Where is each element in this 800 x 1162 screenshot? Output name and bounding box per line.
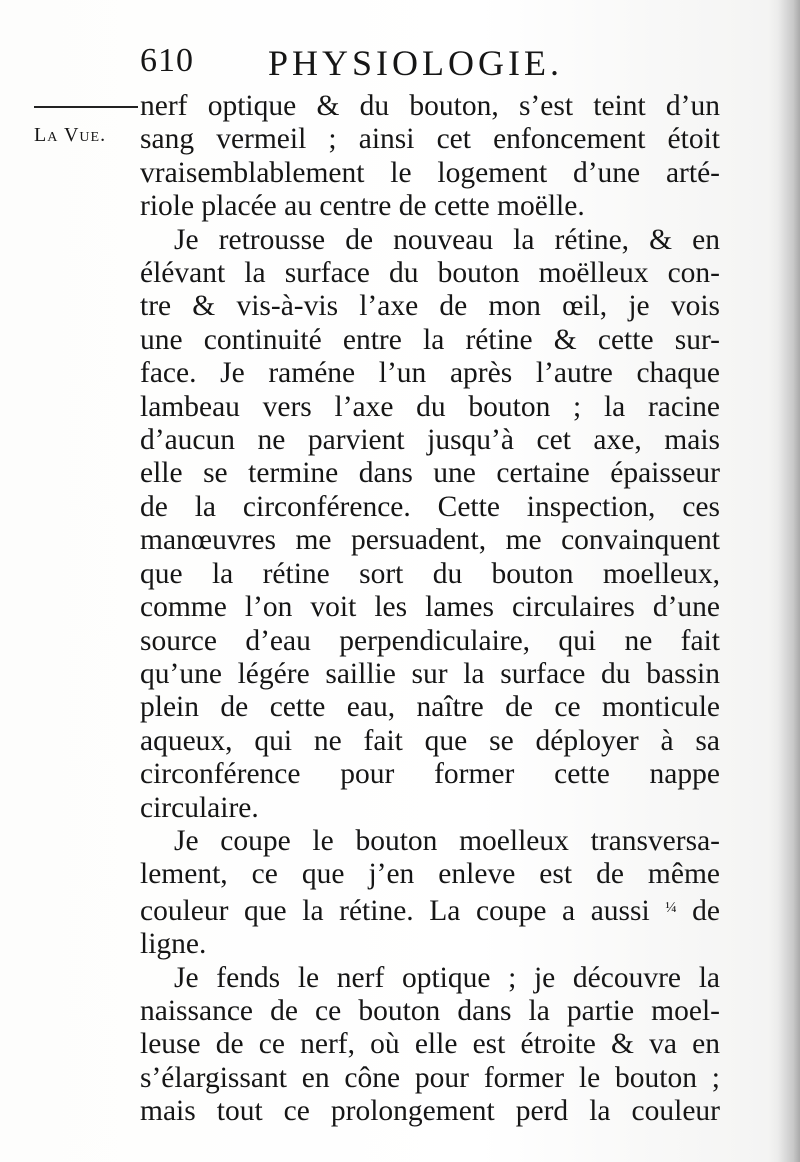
- text-line: une continuité entre la rétine & cette sur-: [140, 323, 720, 356]
- text-line: [140, 892, 720, 928]
- page-edge-shadow: [778, 0, 800, 1162]
- text-line: riole placée au centre de cette moëlle.: [140, 190, 585, 223]
- body-text: [140, 90, 720, 1129]
- margin-note: La Vue.: [34, 124, 107, 146]
- text-line: ligne.: [140, 928, 207, 961]
- text-line: Je coupe le bouton moelleux transversa-: [174, 824, 720, 857]
- text-line: naissance de ce bouton dans la partie moel-: [140, 994, 720, 1027]
- paragraph: [140, 90, 720, 224]
- text-line: elle se termine dans une certaine épaisseur: [140, 457, 720, 490]
- text-line: qu’une légére saillie sur la surface du bassin: [140, 657, 720, 690]
- text-line: source d’eau perpendiculaire, qui ne fait: [140, 624, 720, 657]
- text-fragment: de: [676, 894, 721, 927]
- text-line: tre & vis-à-vis l’axe de mon œil, je vois: [140, 290, 720, 323]
- fraction: ¼: [665, 899, 677, 916]
- text-line: mais tout ce prolongement perd la couleur: [140, 1095, 720, 1128]
- section-title: PHYSIOLOGIE.: [268, 43, 563, 83]
- text-line: que la rétine sort du bouton moelleux,: [140, 557, 720, 590]
- text-line: circulaire.: [140, 791, 259, 824]
- text-line: Je fends le nerf optique ; je découvre la: [174, 961, 720, 994]
- margin-rule: [34, 106, 138, 108]
- text-line: s’élargissant en cône pour former le bouton ;: [140, 1061, 720, 1094]
- text-line: nerf optique & du bouton, s’est teint d’un: [140, 90, 720, 122]
- text-fragment: couleur que la rétine. La coupe a aussi: [140, 894, 650, 927]
- text-line: lambeau vers l’axe du bouton ; la racine: [140, 390, 720, 423]
- text-line: manœuvres me persuadent, me convainquent: [140, 524, 720, 557]
- text-line: sang vermeil ; ainsi cet enfoncement étoit: [140, 123, 720, 156]
- text-line: d’aucun ne parvient jusqu’à cet axe, mais: [140, 424, 720, 457]
- text-line: vraisemblablement le logement d’une arté-: [140, 156, 720, 189]
- text-line: élévant la surface du bouton moëlleux con-: [140, 257, 720, 290]
- text-line: leuse de ce nerf, où elle est étroite & va en: [140, 1028, 720, 1061]
- text-line: lement, ce que j’en enleve est de même: [140, 858, 720, 891]
- text-line: aqueux, qui ne fait que se déployer à sa: [140, 724, 720, 757]
- paragraph: [140, 224, 720, 825]
- text-line: Je retrousse de nouveau la rétine, & en: [174, 223, 720, 256]
- text-line: face. Je raméne l’un après l’autre chaque: [140, 357, 720, 390]
- text-line: plein de cette eau, naître de ce monticule: [140, 691, 720, 724]
- text-line: circonférence pour former cette nappe: [140, 758, 720, 791]
- text-line: comme l’on voit les lames circulaires d’une: [140, 591, 720, 624]
- paragraph: [140, 825, 720, 962]
- running-head: [140, 36, 740, 86]
- paragraph: [140, 962, 720, 1129]
- text-line: de la circonférence. Cette inspection, ces: [140, 490, 720, 523]
- page-number: 610: [140, 42, 194, 79]
